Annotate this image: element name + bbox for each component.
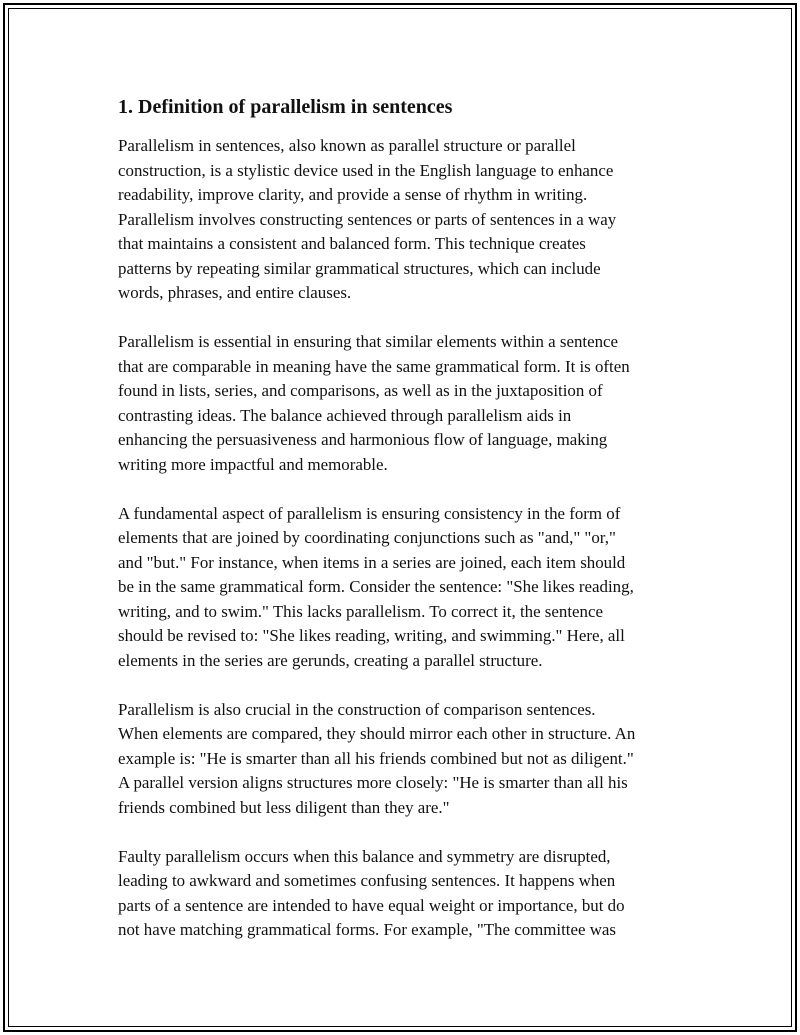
paragraph	[118, 134, 698, 306]
paragraph-line: When elements are compared, they should mirror each other in structure. An	[118, 724, 636, 743]
paragraph-line: Parallelism in sentences, also known as parallel structure or parallel	[118, 136, 576, 155]
paragraph-line: Parallelism involves constructing sentences or parts of sentences in a way	[118, 209, 617, 229]
paragraph	[118, 698, 698, 821]
section-heading: 1. Definition of parallelism in sentences	[118, 96, 453, 118]
paragraph-line: enhancing the persuasiveness and harmonious flow of language, making	[118, 430, 608, 449]
paragraph-line: not have matching grammatical forms. For example, "The committee was	[118, 920, 616, 939]
paragraph-line: be in the same grammatical form. Consider the sentence: "She likes reading,	[118, 577, 634, 596]
paragraph-line: elements in the series are gerunds, creating a parallel structure.	[118, 650, 543, 670]
paragraph-line: leading to awkward and sometimes confusing sentences. It happens when	[118, 871, 616, 890]
paragraph-line: example is: "He is smarter than all his friends combined but not as diligent."	[118, 748, 634, 768]
paragraph-line: A fundamental aspect of parallelism is ensuring consistency in the form of	[118, 503, 621, 523]
paragraph-line: readability, improve clarity, and provide a sense of rhythm in writing.	[118, 185, 588, 204]
paragraph	[118, 330, 698, 477]
paragraph-line: and "but." For instance, when items in a series are joined, each item should	[118, 552, 626, 572]
paragraph-line: Parallelism is essential in ensuring that similar elements within a sentence	[118, 332, 619, 351]
paragraph-line: friends combined but less diligent than they are."	[118, 797, 450, 817]
paragraph-line: Parallelism is also crucial in the construction of comparison sentences.	[118, 699, 596, 719]
paragraph-line: found in lists, series, and comparisons, as well as in the juxtaposition of	[118, 381, 603, 400]
paragraph	[118, 845, 698, 943]
paragraph-line: words, phrases, and entire clauses.	[118, 283, 352, 302]
paragraph-line: that are comparable in meaning have the same grammatical form. It is often	[118, 356, 630, 376]
paragraph-line: that maintains a consistent and balanced form. This technique creates	[118, 234, 586, 253]
paragraph-line: patterns by repeating similar grammatical structures, which can include	[118, 258, 601, 278]
document-body	[118, 93, 698, 967]
paragraph-line: Faulty parallelism occurs when this balance and symmetry are disrupted,	[118, 846, 611, 866]
paragraph-list	[118, 134, 698, 943]
paragraph-line: writing more impactful and memorable.	[118, 454, 388, 474]
paragraph-line: elements that are joined by coordinating conjunctions such as "and," "or,"	[118, 528, 616, 547]
paragraph-line: construction, is a stylistic device used in the English language to enhance	[118, 160, 614, 180]
paragraph	[118, 502, 698, 674]
paragraph-line: contrasting ideas. The balance achieved through parallelism aids in	[118, 405, 572, 425]
paragraph-line: should be revised to: "She likes reading, writing, and swimming." Here, all	[118, 626, 625, 645]
paragraph-line: A parallel version aligns structures more closely: "He is smarter than all his	[118, 773, 628, 792]
paragraph-line: writing, and to swim." This lacks parallelism. To correct it, the sentence	[118, 601, 603, 621]
paragraph-line: parts of a sentence are intended to have equal weight or importance, but do	[118, 895, 625, 915]
